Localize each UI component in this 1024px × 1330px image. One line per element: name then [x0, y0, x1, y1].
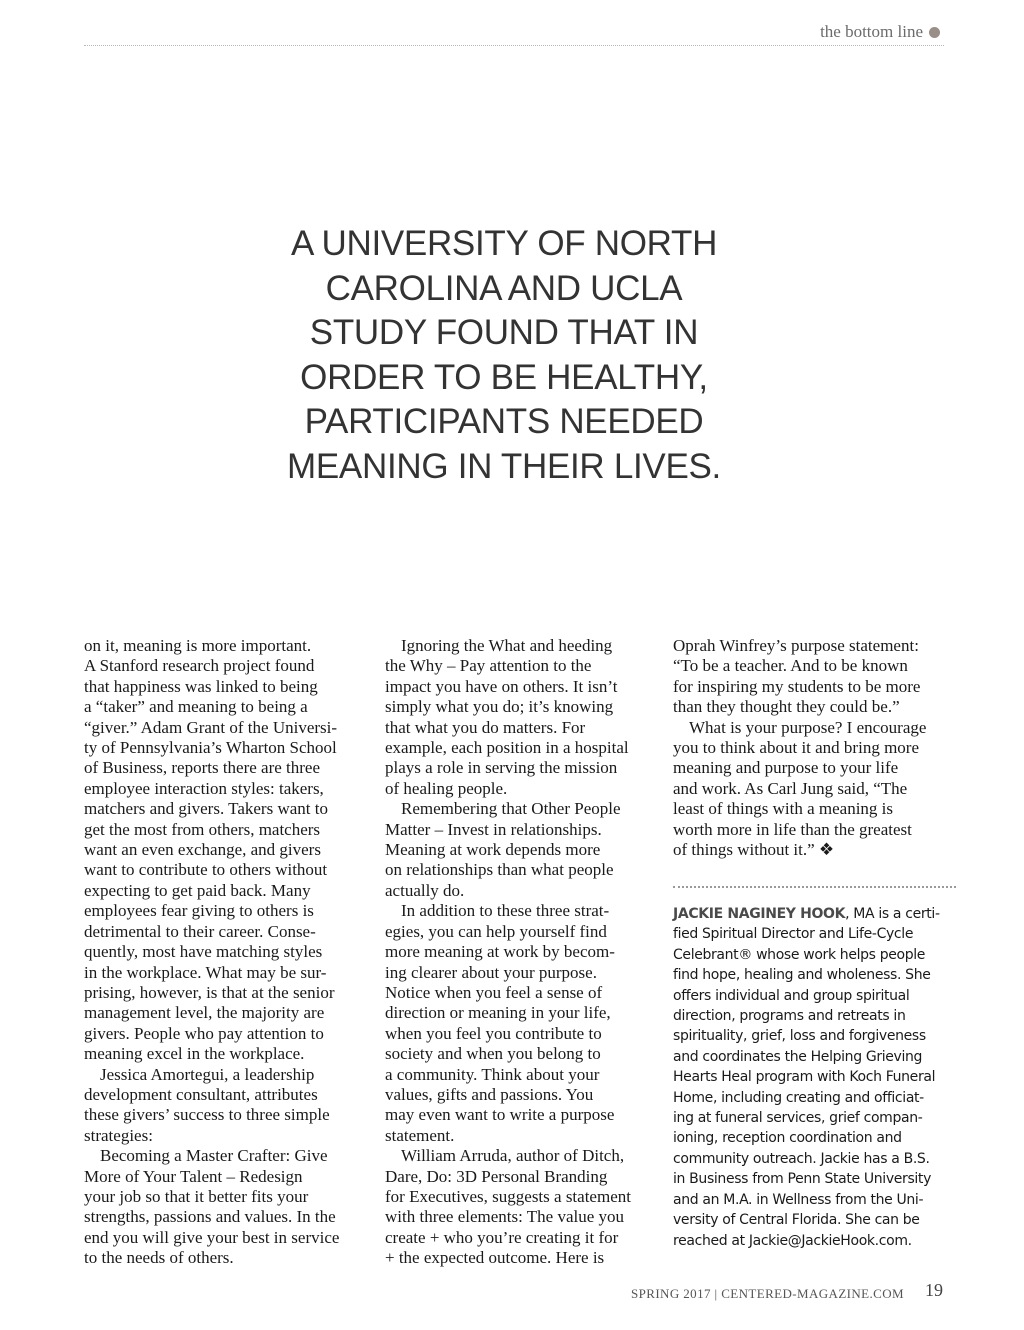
text-line: What is your purpose? I encourage [689, 717, 927, 737]
header-divider [84, 45, 944, 46]
text-line: Celebrant® whose work helps people [673, 946, 926, 963]
text-line: reached at Jackie@JackieHook.com. [673, 1232, 912, 1249]
text-line: community outreach. Jackie has a B.S. [673, 1150, 930, 1167]
text-line: when you feel you contribute to [385, 1023, 602, 1043]
text-line: strengths, passions and values. In the [84, 1207, 336, 1227]
text-line: Jessica Amortegui, a leadership [100, 1064, 315, 1084]
text-line: plays a role in serving the mission [385, 758, 618, 778]
text-line: worth more in life than the greatest [673, 819, 912, 839]
text-line: Becoming a Master Crafter: Give [100, 1146, 328, 1166]
text-line: of Business, reports there are three [84, 758, 321, 778]
section-label [820, 22, 940, 42]
pull-quote-line: A UNIVERSITY OF NORTH [290, 224, 718, 263]
text-line: Oprah Winfrey’s purpose statement: [673, 636, 919, 655]
bio-body [673, 924, 963, 1251]
text-line: of things without it.” ❖ [673, 840, 835, 860]
text-line: Meaning at work depends more [385, 840, 601, 860]
text-line: direction, programs and retreats in [673, 1008, 906, 1025]
author-bio [673, 904, 963, 1251]
text-line: may even want to write a purpose [385, 1105, 615, 1125]
text-line: in the workplace. What may be sur- [84, 962, 327, 982]
pull-quote-line: ORDER TO BE HEALTHY, [300, 357, 708, 397]
text-line: ty of Pennsylvania’s Wharton School [84, 738, 337, 758]
text-line: statement. [385, 1125, 455, 1145]
text-line: prising, however, is that at the senior [84, 982, 335, 1002]
text-line: Matter – Invest in relationships. [385, 819, 602, 839]
text-line: meaning excel in the workplace. [84, 1044, 305, 1064]
pull-quote-line: PARTICIPANTS NEEDED [304, 402, 704, 441]
text-line: a community. Think about your [385, 1064, 600, 1084]
footer-issue-site: SPRING 2017 | CENTERED-MAGAZINE.COM [631, 1286, 904, 1301]
text-line: Notice when you feel a sense of [385, 982, 603, 1002]
text-line: create + who you’re creating it for [385, 1227, 619, 1247]
text-line: expecting to get paid back. Many [84, 880, 311, 900]
text-line: egies, you can help yourself find [385, 921, 607, 941]
text-line: quently, most have matching styles [84, 942, 323, 962]
pull-quote [240, 222, 768, 489]
text-line: for Executives, suggests a statement [385, 1186, 631, 1206]
text-line: and an M.A. in Wellness from the Uni- [673, 1191, 924, 1208]
text-line: fied Spiritual Director and Life-Cycle [673, 926, 914, 943]
bio-divider [673, 886, 956, 888]
author-name: JACKIE NAGINEY HOOK [673, 906, 846, 922]
bullet-dot-icon [929, 27, 940, 38]
text-line: Home, including creating and officiat- [673, 1089, 924, 1106]
text-line: and coordinates the Helping Grieving [673, 1048, 923, 1065]
text-line: ing at funeral services, grief compan- [673, 1110, 923, 1127]
text-line: and work. As Carl Jung said, “The [673, 778, 908, 798]
text-line: In addition to these three strat- [401, 901, 610, 921]
text-line: matchers and givers. Takers want to [84, 799, 328, 819]
text-line: values, gifts and passions. You [385, 1084, 594, 1104]
text-line: with three elements: The value you [385, 1207, 625, 1227]
text-line: direction or meaning in your life, [385, 1003, 611, 1023]
text-line: Dare, Do: 3D Personal Branding [385, 1166, 608, 1186]
article-column-2 [385, 636, 660, 1269]
pull-quote-line: MEANING IN THEIR LIVES. [287, 446, 721, 486]
text-line: management level, the majority are [84, 1003, 325, 1023]
text-line: Ignoring the What and heeding [401, 636, 613, 655]
text-line: society and when you belong to [385, 1044, 601, 1064]
text-line: development consultant, attributes [84, 1084, 318, 1104]
text-line: givers. People who pay attention to [84, 1023, 324, 1043]
text-line: “To be a teacher. And to be known [673, 656, 908, 676]
article-column-1 [84, 636, 374, 1269]
text-line: that what you do matters. For [385, 717, 586, 737]
text-line: end you will give your best in service [84, 1227, 340, 1247]
text-line: your job so that it better fits your [84, 1186, 309, 1206]
text-line: get the most from others, matchers [84, 819, 321, 839]
text-line: offers individual and group spiritual [673, 987, 910, 1004]
text-line: employee interaction styles: takers, [84, 778, 324, 798]
text-line: versity of Central Florida. She can be [673, 1212, 920, 1229]
text-line: Hearts Heal program with Koch Funeral [673, 1069, 936, 1086]
text-line: to the needs of others. [84, 1248, 234, 1268]
pull-quote-line: STUDY FOUND THAT IN [309, 313, 699, 352]
text-line: + the expected outcome. Here is [385, 1248, 605, 1268]
page-number: 19 [925, 1280, 943, 1300]
text-line: detrimental to their career. Conse- [84, 921, 316, 941]
text-line: strategies: [84, 1125, 153, 1145]
bio-first-line [673, 904, 963, 924]
text-line: More of Your Talent – Redesign [84, 1166, 303, 1186]
text-line: Remembering that Other People [401, 799, 621, 819]
text-line: than they thought they could be.” [673, 697, 900, 717]
text-line: these givers’ success to three simple [84, 1105, 330, 1125]
text-line: find hope, healing and wholeness. She [673, 967, 931, 984]
text-line: actually do. [385, 880, 465, 900]
text-line: in Business from Penn State University [673, 1171, 932, 1188]
section-label-text: the bottom line [820, 22, 923, 41]
text-line: A Stanford research project found [84, 656, 315, 676]
text-line: that happiness was linked to being [84, 676, 318, 696]
pull-quote-line: CAROLINA AND UCLA [325, 268, 683, 308]
text-line: employees fear giving to others is [84, 901, 314, 921]
text-line: spirituality, grief, loss and forgiveness [673, 1028, 926, 1045]
text-line: a “taker” and meaning to being a [84, 697, 308, 717]
text-line: simply what you do; it’s knowing [385, 697, 614, 717]
text-line: William Arruda, author of Ditch, [401, 1146, 625, 1166]
text-line: you to think about it and bring more [673, 738, 919, 758]
text-line: want to contribute to others without [84, 860, 328, 880]
text-line: more meaning at work by becom- [385, 942, 615, 962]
bio-first-line-rest: , MA is a certi- [845, 906, 940, 922]
text-line: ing clearer about your purpose. [385, 962, 597, 982]
text-line: impact you have on others. It isn’t [385, 676, 618, 696]
text-line: of healing people. [385, 778, 508, 798]
article-column-3 [673, 636, 958, 860]
text-line: meaning and purpose to your life [673, 758, 899, 778]
text-line: on it, meaning is more important. [84, 636, 312, 655]
text-line: want an even exchange, and givers [84, 840, 321, 860]
text-line: on relationships than what people [385, 860, 614, 880]
text-line: least of things with a meaning is [673, 799, 894, 819]
text-line: the Why – Pay attention to the [385, 656, 592, 676]
text-line: example, each position in a hospital [385, 738, 629, 758]
text-line: for inspiring my students to be more [673, 676, 921, 696]
text-line: ioning, reception coordination and [673, 1130, 902, 1147]
text-line: “giver.” Adam Grant of the Universi- [84, 717, 338, 737]
